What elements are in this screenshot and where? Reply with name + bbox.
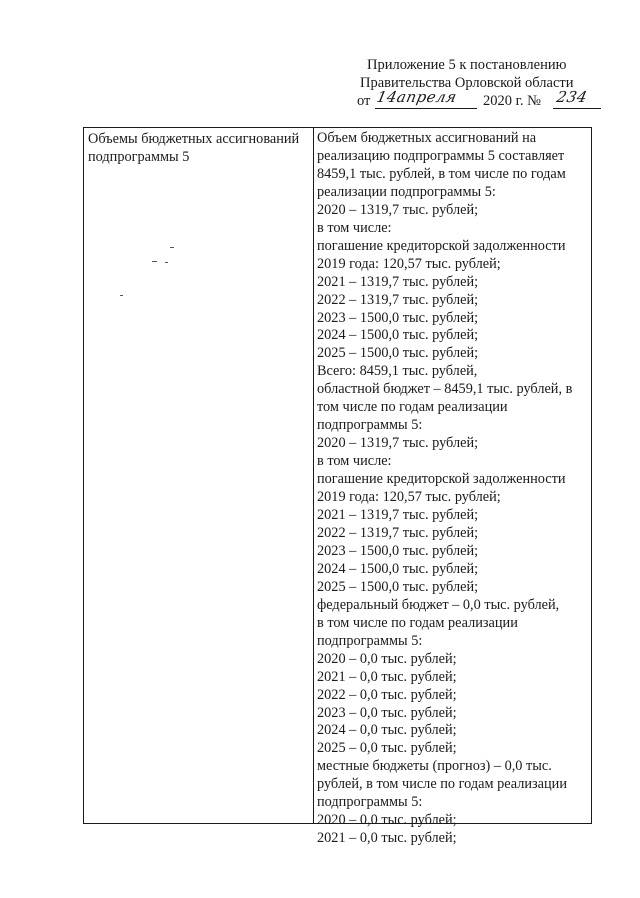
column-divider [313,128,314,823]
right-cell-line: 2020 – 0,0 тыс. рублей; [317,812,457,829]
right-cell-line: 2023 – 1500,0 тыс. рублей; [317,542,479,559]
scan-speck [170,247,174,248]
right-cell-line: подпрограммы 5: [317,417,423,434]
right-cell-line: 2023 – 0,0 тыс. рублей; [317,704,457,721]
right-cell-line: 2021 – 1319,7 тыс. рублей; [317,273,479,290]
right-cell-line: 2021 – 1319,7 тыс. рублей; [317,507,479,524]
right-cell-line: реализации подпрограммы 5: [317,183,496,200]
header-government-line: Правительства Орловской области [360,75,574,91]
right-cell-line: 2020 – 0,0 тыс. рублей; [317,650,457,667]
right-cell-line: подпрограммы 5: [317,794,423,811]
right-cell-line: местные бюджеты (прогноз) – 0,0 тыс. [317,758,552,775]
right-cell-line: 2025 – 1500,0 тыс. рублей; [317,578,479,595]
budget-table [83,127,592,847]
handwritten-date-field [375,88,477,109]
document-header [357,56,627,112]
scan-speck [152,261,157,262]
handwritten-date: 14апреля [375,88,459,106]
table-left-cell [88,130,312,166]
right-cell-line: федеральный бюджет – 0,0 тыс. рублей, [317,596,560,613]
right-cell-line: в том числе по годам реализации [317,614,518,631]
header-appendix-line: Приложение 5 к постановлению [367,57,567,73]
right-cell-line: в том числе: [317,219,392,236]
right-cell-line: реализацию подпрограммы 5 составляет [317,147,565,164]
right-cell-line: Всего: 8459,1 тыс. рублей, [317,363,478,380]
right-cell-line: Объем бюджетных ассигнований на [317,130,537,146]
scan-speck [165,262,168,263]
right-cell-line: областной бюджет – 8459,1 тыс. рублей, в [317,381,573,398]
left-cell-line: подпрограммы 5 [88,149,190,165]
right-cell-line: 2022 – 1319,7 тыс. рублей; [317,291,479,308]
right-cell-line: 2023 – 1500,0 тыс. рублей; [317,309,479,326]
table-right-cell [317,130,589,848]
right-cell-line: 2022 – 1319,7 тыс. рублей; [317,524,479,541]
right-cell-line: 2021 – 0,0 тыс. рублей; [317,668,457,685]
right-cell-line: подпрограммы 5: [317,632,423,649]
right-cell-line: погашение кредиторской задолженности [317,237,566,254]
header-date-prefix: от [357,93,371,109]
right-cell-line: 2024 – 1500,0 тыс. рублей; [317,560,479,577]
handwritten-number: 234 [555,88,590,106]
right-cell-line: 2021 – 0,0 тыс. рублей; [317,830,457,847]
right-cell-line: 2022 – 0,0 тыс. рублей; [317,686,457,703]
right-cell-line: 2024 – 1500,0 тыс. рублей; [317,327,479,344]
header-date-number-line [357,88,627,112]
right-cell-line: 2025 – 0,0 тыс. рублей; [317,740,457,757]
right-cell-line: в том числе: [317,453,392,470]
right-cell-line: том числе по годам реализации [317,399,508,416]
scan-speck [120,295,123,296]
right-cell-line: 2020 – 1319,7 тыс. рублей; [317,201,479,218]
right-cell-line: 2019 года: 120,57 тыс. рублей; [317,255,501,272]
header-year-text: 2020 г. № [483,93,542,109]
right-cell-line: 8459,1 тыс. рублей, в том числе по годам [317,165,566,182]
right-cell-line: рублей, в том числе по годам реализации [317,776,567,793]
right-cell-line: погашение кредиторской задолженности [317,471,566,488]
handwritten-number-field [553,88,601,109]
right-cell-line: 2025 – 1500,0 тыс. рублей; [317,345,479,362]
right-cell-line: 2024 – 0,0 тыс. рублей; [317,722,457,739]
left-cell-line: Объемы бюджетных ассигнований [88,131,300,147]
right-cell-line: 2019 года: 120,57 тыс. рублей; [317,489,501,506]
right-cell-line: 2020 – 1319,7 тыс. рублей; [317,435,479,452]
